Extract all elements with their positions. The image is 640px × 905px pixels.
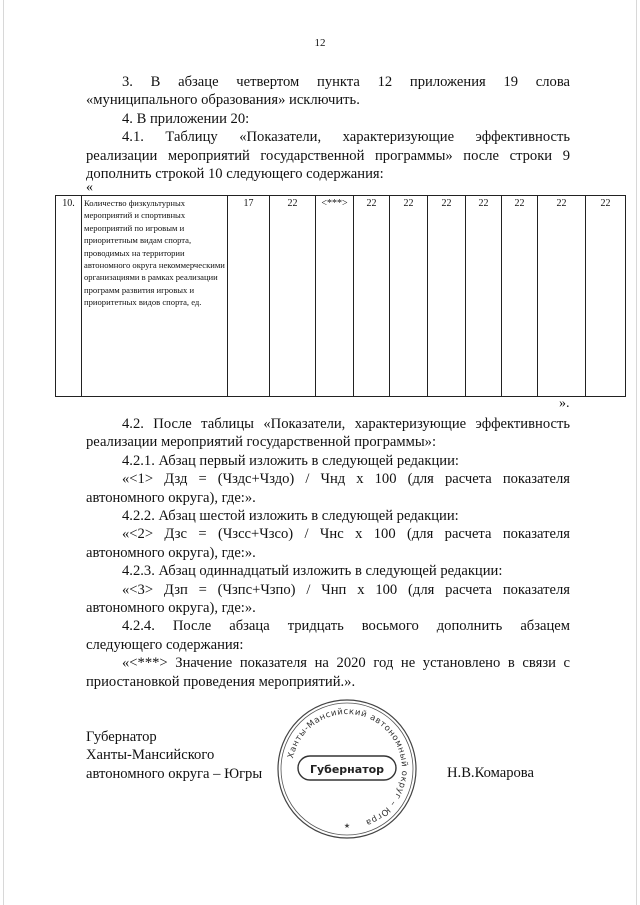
body-text-bottom	[86, 415, 570, 691]
signer-name: Н.В.Комарова	[447, 765, 534, 781]
section-4-2-line2: реализации мероприятий государственной программы»:	[86, 434, 437, 451]
scan-left-edge	[3, 0, 4, 905]
section-4-2-3-title: 4.2.3. Абзац одиннадцатый изложить в следующей редакции:	[122, 563, 503, 580]
value-cell: 22	[270, 196, 316, 397]
footnote-text-line1: «<***> Значение показателя на 2020 год не установлено в связи с	[122, 655, 570, 672]
seal-center-text: Губернатор	[309, 763, 385, 776]
official-seal	[276, 698, 418, 840]
table-quote-close: ».	[559, 396, 570, 411]
section-3-line2: «муниципального образования» исключить.	[86, 92, 360, 109]
section-4-2-4-line1: 4.2.4. После абзаца тридцать восьмого дополнить абзацем	[122, 618, 570, 635]
indicator-name: Количество физкультурных мероприятий и спортивных мероприятий по игровым и приоритетным видам спорта, проводимых на территории автономного округа некоммерческими организациями в рамках реализации программ развития игровых и приоритетных видов спорта, ед.	[82, 196, 228, 397]
formula-3-line1: «<3> Дзп = (Чзпс+Чзпо) / Чнп х 100 (для расчета показателя	[122, 581, 570, 598]
value-cell: 22	[428, 196, 466, 397]
value-cell: <***>	[316, 196, 354, 397]
scan-right-edge	[636, 0, 637, 905]
section-4-2-1-title: 4.2.1. Абзац первый изложить в следующей редакции:	[122, 452, 459, 469]
signature-position-line3: автономного округа – Югры	[86, 765, 263, 782]
signature-block	[86, 728, 262, 783]
body-text-top	[86, 73, 570, 183]
signature-position-line1: Губернатор	[86, 729, 157, 745]
table-quote-open: «	[86, 180, 93, 195]
section-4-1-line3: дополнить строкой 10 следующего содержания:	[86, 166, 384, 183]
seal-ring-text: Ханты-Мансийский автономный округ – Югра	[286, 706, 410, 828]
table-row-10	[56, 196, 626, 397]
section-4-2-line1: 4.2. После таблицы «Показатели, характеризующие эффективность	[122, 416, 570, 432]
formula-2-line2: автономного округа), где:».	[86, 544, 256, 561]
indicator-table	[55, 195, 611, 397]
value-cell: 22	[466, 196, 502, 397]
formula-1-line1: «<1> Дзд = (Чздс+Чздо) / Чнд х 100 (для расчета показателя	[122, 471, 570, 488]
value-cell: 22	[538, 196, 586, 397]
formula-1-line2: автономного округа), где:».	[86, 489, 256, 506]
section-3-line1: 3. В абзаце четвертом пункта 12 приложения 19 слова	[122, 74, 570, 90]
value-cell: 17	[228, 196, 270, 397]
value-cell: 22	[502, 196, 538, 397]
footnote-text-line2: приостановкой проведения мероприятий.».	[86, 673, 356, 690]
value-cell: 22	[586, 196, 626, 397]
formula-2-line1: «<2> Дзс = (Чзсс+Чзсо) / Чнс х 100 (для расчета показателя	[122, 526, 570, 543]
value-cell: 22	[390, 196, 428, 397]
section-4: 4. В приложении 20:	[122, 110, 250, 127]
page-number: 12	[314, 37, 326, 49]
section-4-1-line2: реализации мероприятий государственной программы» после строки 9	[86, 147, 570, 164]
seal-star-icon: ★	[343, 822, 351, 830]
row-number: 10.	[56, 196, 82, 397]
formula-3-line2: автономного округа), где:».	[86, 600, 256, 617]
value-cell: 22	[354, 196, 390, 397]
section-4-2-4-line2: следующего содержания:	[86, 636, 244, 653]
signature-position-line2: Ханты-Мансийского	[86, 747, 215, 764]
section-4-2-2-title: 4.2.2. Абзац шестой изложить в следующей редакции:	[122, 508, 459, 525]
section-4-1-line1: 4.1. Таблицу «Показатели, характеризующие эффективность	[122, 129, 570, 146]
